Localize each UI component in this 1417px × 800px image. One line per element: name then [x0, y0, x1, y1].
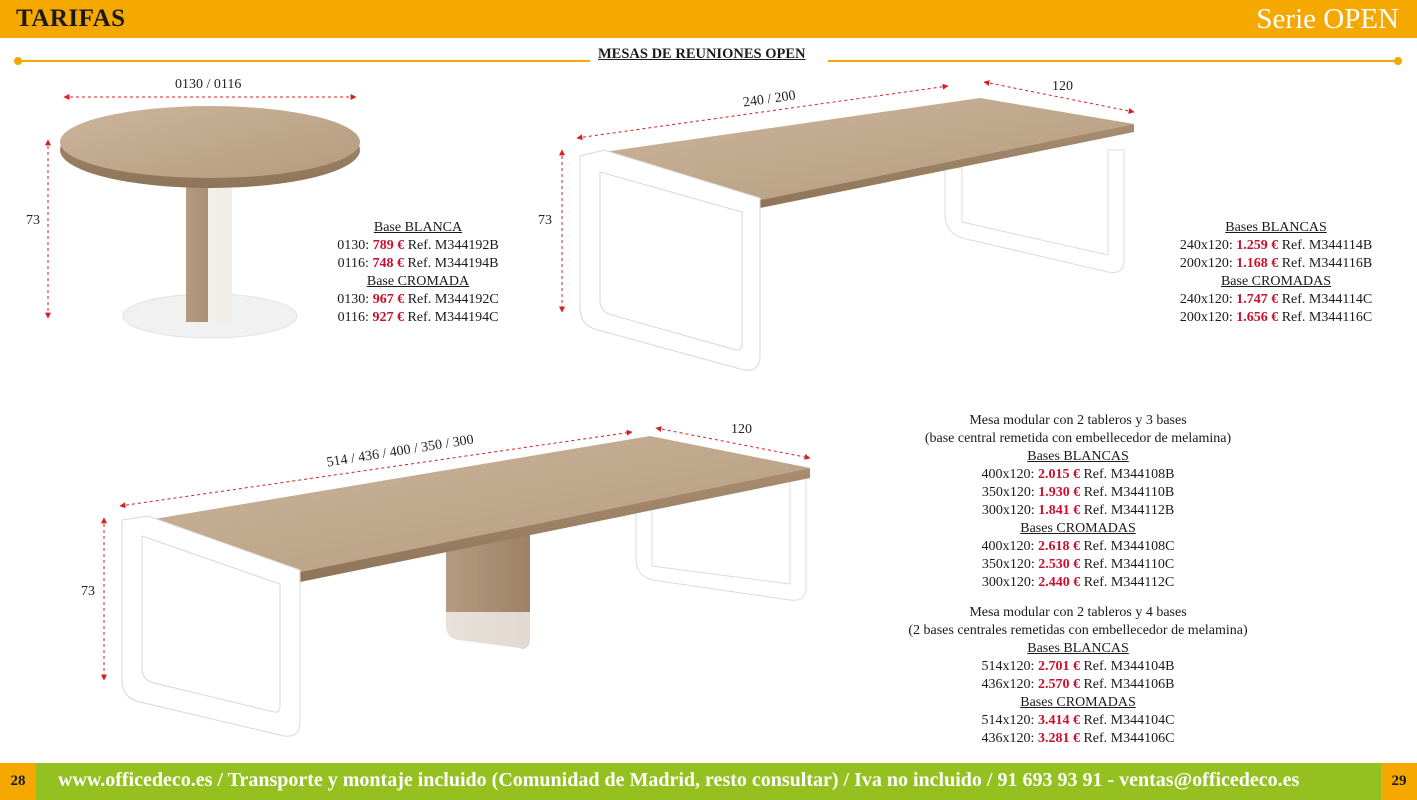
round-dim-height-label: 73 [26, 213, 40, 228]
group-3-title-1: Mesa modular con 2 tableros y 3 bases [969, 413, 1187, 428]
modular-dim-width-label: 120 [731, 422, 752, 437]
price-row: 514x120: 3.414 € Ref. M344104C [981, 713, 1175, 728]
page-number-left: 28 [0, 763, 36, 800]
rect-dim-height-label: 73 [538, 213, 552, 228]
modular-dim-height-label: 73 [81, 584, 95, 599]
price-row: 0116: 927 € Ref. M344194C [337, 310, 499, 325]
footer-contact-text: www.officedeco.es / Transporte y montaje incluido (Comunidad de Madrid, resto consultar) / Iva no incluido / 91 693 93 91 - ventas@officedeco.es [58, 769, 1300, 791]
rect-table-prices [1160, 219, 1392, 327]
price-row: 0130: 789 € Ref. M344192B [337, 238, 499, 253]
round-table-prices [318, 219, 518, 327]
price-row: 350x120: 1.930 € Ref. M344110B [981, 485, 1175, 500]
price-row: 0130: 967 € Ref. M344192C [337, 292, 499, 307]
price-row: 436x120: 2.570 € Ref. M344106B [981, 677, 1175, 692]
modular-table-illustration [122, 436, 810, 736]
series-title: Serie OPEN [1256, 3, 1399, 35]
group-4-title-2: (2 bases centrales remetidas con embellecedor de melamina) [908, 623, 1248, 638]
price-row: 200x120: 1.168 € Ref. M344116B [1179, 256, 1373, 271]
price-row: 300x120: 2.440 € Ref. M344112C [981, 575, 1175, 590]
price-row: 200x120: 1.656 € Ref. M344116C [1179, 310, 1373, 325]
price-row: 400x120: 2.618 € Ref. M344108C [981, 539, 1175, 554]
round-table-illustration [60, 106, 360, 338]
price-row: 350x120: 2.530 € Ref. M344110C [981, 557, 1175, 572]
group-4-heading-chrome: Bases CROMADAS [1020, 695, 1136, 710]
price-row: 514x120: 2.701 € Ref. M344104B [981, 659, 1175, 674]
rect-heading-white: Bases BLANCAS [1225, 220, 1327, 235]
price-row: 240x120: 1.747 € Ref. M344114C [1179, 292, 1373, 307]
rect-heading-chrome: Base CROMADAS [1220, 274, 1332, 289]
group-4-heading-white: Bases BLANCAS [1027, 641, 1129, 656]
price-row: 400x120: 2.015 € Ref. M344108B [981, 467, 1175, 482]
group-3-heading-white: Bases BLANCAS [1027, 449, 1129, 464]
rect-dim-length-label: 240 / 200 [742, 88, 797, 111]
price-row: 436x120: 3.281 € Ref. M344106C [981, 731, 1175, 746]
modular-dim-length-label: 514 / 436 / 400 / 350 / 300 [325, 432, 475, 471]
price-row: 240x120: 1.259 € Ref. M344114B [1179, 238, 1373, 253]
round-dim-top-label: 0130 / 0116 [175, 77, 242, 92]
page-number-right: 29 [1381, 763, 1417, 800]
rect-table-illustration [580, 98, 1136, 370]
section-title: MESAS DE REUNIONES OPEN [598, 46, 806, 62]
footer-bar [0, 763, 1417, 800]
rect-dim-width-label: 120 [1052, 79, 1073, 94]
price-row: 0116: 748 € Ref. M344194B [337, 256, 499, 271]
spacer [868, 592, 1288, 604]
header-title: TARIFAS [16, 5, 126, 32]
round-heading-chrome: Base CROMADA [366, 274, 470, 289]
price-row: 300x120: 1.841 € Ref. M344112B [981, 503, 1175, 518]
group-4-title-1: Mesa modular con 2 tableros y 4 bases [969, 605, 1187, 620]
round-heading-white: Base BLANCA [373, 220, 463, 235]
group-3-title-2: (base central remetida con embellecedor de melamina) [924, 431, 1232, 446]
group-3-heading-chrome: Bases CROMADAS [1020, 521, 1136, 536]
modular-table-prices [868, 412, 1288, 748]
